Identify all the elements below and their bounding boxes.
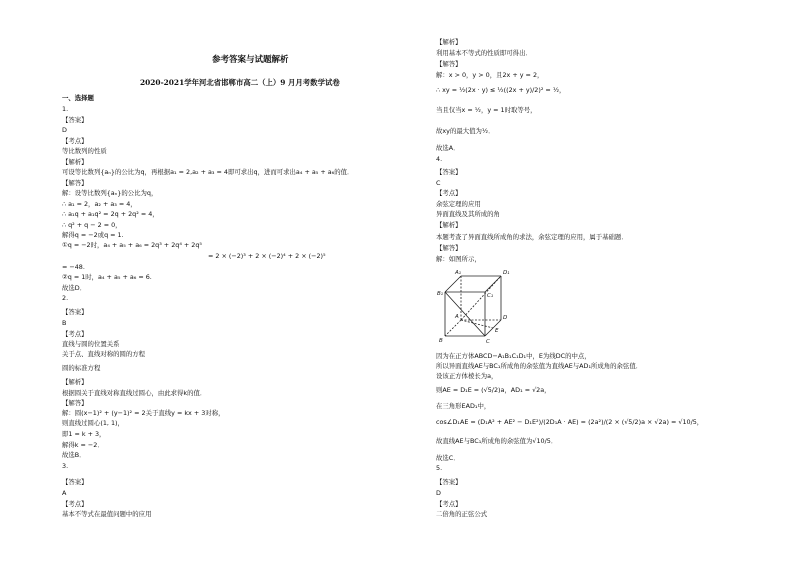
text-line: 解：圆(x−1)² + (y−1)² = 2关于直线y = kx + 3对称，	[62, 409, 225, 417]
text-line: D	[436, 489, 441, 497]
text-line: 所以异面直线AE与BC₁所成角的余弦值为直线AE与AD₁所成角的余弦值．	[436, 362, 643, 370]
diagonal-bc1	[445, 292, 485, 336]
label-a: A	[455, 314, 459, 320]
edge	[445, 276, 461, 292]
text-line: 【解析】	[436, 221, 462, 229]
text-line: 故选C．	[436, 454, 460, 462]
text-line: 【解答】	[436, 244, 462, 252]
text-line: 利用基本不等式的性质即可得出．	[436, 49, 532, 57]
text-line: 二倍角的正弦公式	[436, 510, 488, 518]
text-line: = −48.	[62, 263, 85, 271]
text-line: 故直线AE与BC₁所成角的余弦值为√10/5．	[436, 437, 558, 445]
text-line: 在三角形EAD₁中，	[436, 402, 491, 410]
text-line: D	[62, 126, 67, 134]
text-line: 3.	[62, 462, 69, 470]
text-line: 1.	[62, 105, 69, 113]
text-line: 故选B．	[62, 451, 86, 459]
doc-title: 参考答案与试题解析	[212, 55, 289, 65]
text-line: 故选A．	[436, 144, 460, 152]
text-line: 当且仅当x = ½，y = 1时取等号，	[436, 106, 537, 114]
text-line: 基本不等式在最值问题中的应用	[62, 510, 152, 518]
text-line: 根据圆关于直线对称直线过圆心，由此求得k的值．	[62, 389, 207, 397]
text-line: 圆的标准方程	[62, 364, 101, 372]
text-line: 【考点】	[62, 500, 88, 508]
text-line: 直线与圆的位置关系	[62, 340, 120, 348]
text-line: 【解析】	[62, 158, 88, 166]
text-line: 【答案】	[62, 478, 88, 486]
text-line: 则直线过圆心(1, 1)，	[62, 419, 124, 427]
text-line: 5.	[436, 464, 443, 472]
text-line: A	[62, 489, 67, 497]
text-line: 【答案】	[62, 116, 88, 124]
text-line: 关于点、直线对称的圆的方程	[62, 350, 146, 358]
text-line: ①q = −2时，a₄ + a₅ + a₆ = 2q³ + 2q⁴ + 2q⁵	[62, 241, 202, 249]
text-line: 【考点】	[436, 189, 462, 197]
hidden-edge	[445, 320, 461, 336]
text-line: 余弦定理的应用	[436, 200, 481, 208]
text-line: 【考点】	[436, 500, 462, 508]
text-line: 解：如图所示，	[436, 255, 481, 263]
text-line: ∴ a₁q + a₁q² = 2q + 2q² = 4，	[62, 210, 159, 218]
text-line: 【解答】	[62, 399, 88, 407]
text-line: 即1 = k + 3，	[62, 430, 106, 438]
text-line: 异面直线及其所成的角	[436, 210, 500, 218]
text-line: 【答案】	[436, 478, 462, 486]
label-d1: D₁	[503, 270, 510, 276]
text-line: 2.	[62, 294, 69, 302]
text-line: ∴ a₁ = 2，a₂ + a₃ = 4，	[62, 200, 137, 208]
label-b: B	[439, 338, 443, 344]
label-c: C	[486, 339, 490, 345]
text-line: 【答案】	[436, 168, 462, 176]
text-line: 解得k = −2．	[62, 441, 104, 449]
text-line: 本题考查了异面直线所成角的求法，余弦定理的应用，属于基础题．	[436, 233, 628, 241]
text-line: 因为在正方体ABCD−A₁B₁C₁D₁中，E为线DC的中点，	[436, 352, 591, 360]
label-a1: A₁	[455, 270, 461, 276]
text-line: 【答案】	[62, 308, 88, 316]
label-c1: C₁	[487, 293, 494, 299]
text-line: 解：x > 0，y > 0，且2x + y = 2，	[436, 71, 544, 79]
text-line: 【考点】	[62, 330, 88, 338]
text-line: 【解析】	[62, 378, 88, 386]
text-line: 故选D．	[62, 284, 87, 292]
text-line: = 2 × (−2)³ + 2 × (−2)⁴ + 2 × (−2)⁵	[208, 252, 326, 260]
text-line: 【考点】	[62, 137, 88, 145]
label-e: E	[495, 328, 499, 334]
segment-ad1	[461, 276, 501, 320]
text-line: 可设等比数列{aₙ}的公比为q，再根据a₁ = 2,a₂ + a₃ = 4即可求出q，进而可求出a₄ + a₅ + a₆的值．	[62, 168, 354, 176]
text-line: ∴ q² + q − 2 = 0，	[62, 221, 122, 229]
section-heading: 一、选择题	[62, 94, 94, 102]
text-line: 则AE = D₁E = (√5/2)a，AD₁ = √2a，	[436, 386, 551, 394]
text-line: 故xy的最大值为½．	[436, 127, 495, 135]
text-line: ∴ xy = ½(2x · y) ≤ ½((2x + y)/2)² = ½，	[436, 86, 566, 94]
label-b1: B₁	[437, 291, 443, 297]
text-line: 设该正方体棱长为a，	[436, 372, 498, 380]
text-line: cos∠D₁AE = (D₁A² + AE² − D₁E²)/(2D₁A · AE) = (2a²)/(2 × (√5/2)a × √2a) = √10/5，	[436, 418, 704, 426]
text-line: 【解答】	[62, 179, 88, 187]
text-line: 解得q = −2或q = 1.	[62, 231, 124, 239]
text-line: C	[436, 179, 441, 187]
text-line: 4.	[436, 155, 443, 163]
doc-subtitle: 2020-2021学年河北省邯郸市高二（上）9 月月考数学试卷	[140, 78, 340, 87]
text-line: B	[62, 319, 67, 327]
text-line: 【解析】	[436, 38, 462, 46]
text-line: ②q = 1时，a₄ + a₅ + a₆ = 6.	[62, 273, 152, 281]
cube-figure	[435, 266, 517, 346]
label-d: D	[503, 315, 508, 321]
text-line: 等比数列的性质	[62, 147, 107, 155]
text-line: 解：设等比数列{aₙ}的公比为q，	[62, 189, 158, 197]
text-line: 【解答】	[436, 60, 462, 68]
